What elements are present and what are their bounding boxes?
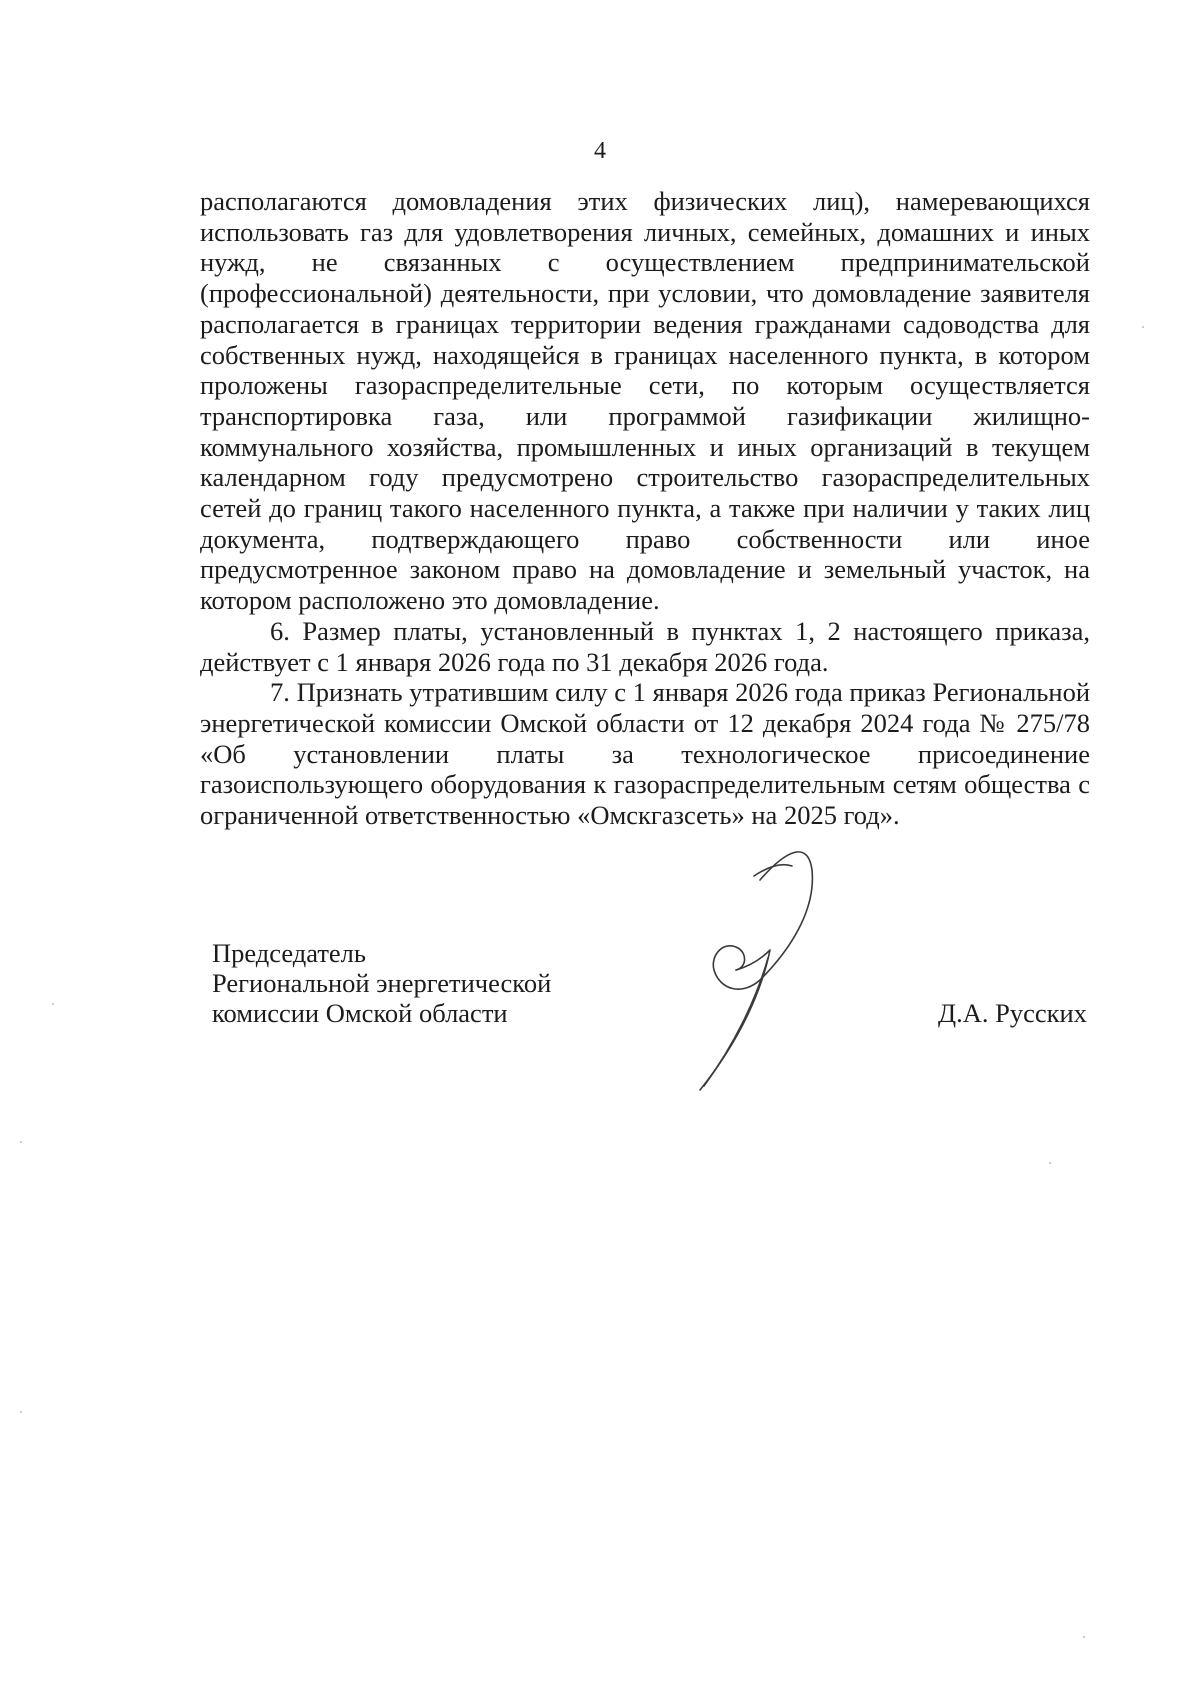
signer-name: Д.А. Русских <box>938 998 1087 1028</box>
signatory-title-line-1: Председатель <box>212 938 366 968</box>
scan-speck <box>20 1141 22 1143</box>
document-body <box>200 186 1090 831</box>
scan-speck <box>1049 1162 1051 1164</box>
scan-speck <box>20 1411 22 1413</box>
scan-speck <box>1142 326 1144 328</box>
signature-stroke-loop <box>713 852 812 989</box>
signatory-title <box>212 938 551 1028</box>
page-number: 4 <box>594 138 606 164</box>
handwritten-signature <box>690 840 830 1100</box>
scan-speck <box>52 1003 54 1005</box>
paragraph-6: 6. Размер платы, установленный в пунктах 1, 2 настоящего приказа, действует с 1 января 2026 года по 31 декабря 2026 года. <box>200 615 1090 677</box>
signatory-title-line-3: комиссии Омской области <box>212 998 508 1028</box>
signature-stroke-top <box>754 865 792 876</box>
signatory-title-line-2: Региональной энергетической <box>212 968 552 998</box>
signature-stroke-tail-2 <box>704 958 768 1086</box>
scan-speck <box>1083 1636 1085 1638</box>
paragraph-7: 7. Признать утратившим силу с 1 января 2026 года приказ Региональной энергетической комиссии Омской области от 12 декабря 2024 года № 275/78 «Об установлении платы за технологическое присоединение газоиспользующего оборудования к газораспределительным сетям общества с ограниченной ответственностью «Омскгазсеть» на 2025 год». <box>200 677 1090 831</box>
signature-stroke-tail <box>700 950 770 1090</box>
paragraph-continuation: располагаются домовладения этих физических лиц), намеревающихся использовать газ для удовлетворения личных, семейных, домашних и иных нужд, не связанных с осуществлением предпринимательской (профессиональной) деятельности, при условии, что домовладение заявителя располагается в границах территории ведения гражданами садоводства для собственных нужд, находящейся в границах населенного пункта, в котором проложены газораспределительные сети, по которым осуществляется транспортировка газа, или программой газификации жилищно-коммунального хозяйства, промышленных и иных организаций в текущем календарном году предусмотрено строительство газораспределительных сетей до границ такого населенного пункта, а также при наличии у таких лиц документа, подтверждающего право собственности или иное предусмотренное законом право на домовладение и земельный участок, на котором расположено это домовладение. <box>200 186 1090 616</box>
